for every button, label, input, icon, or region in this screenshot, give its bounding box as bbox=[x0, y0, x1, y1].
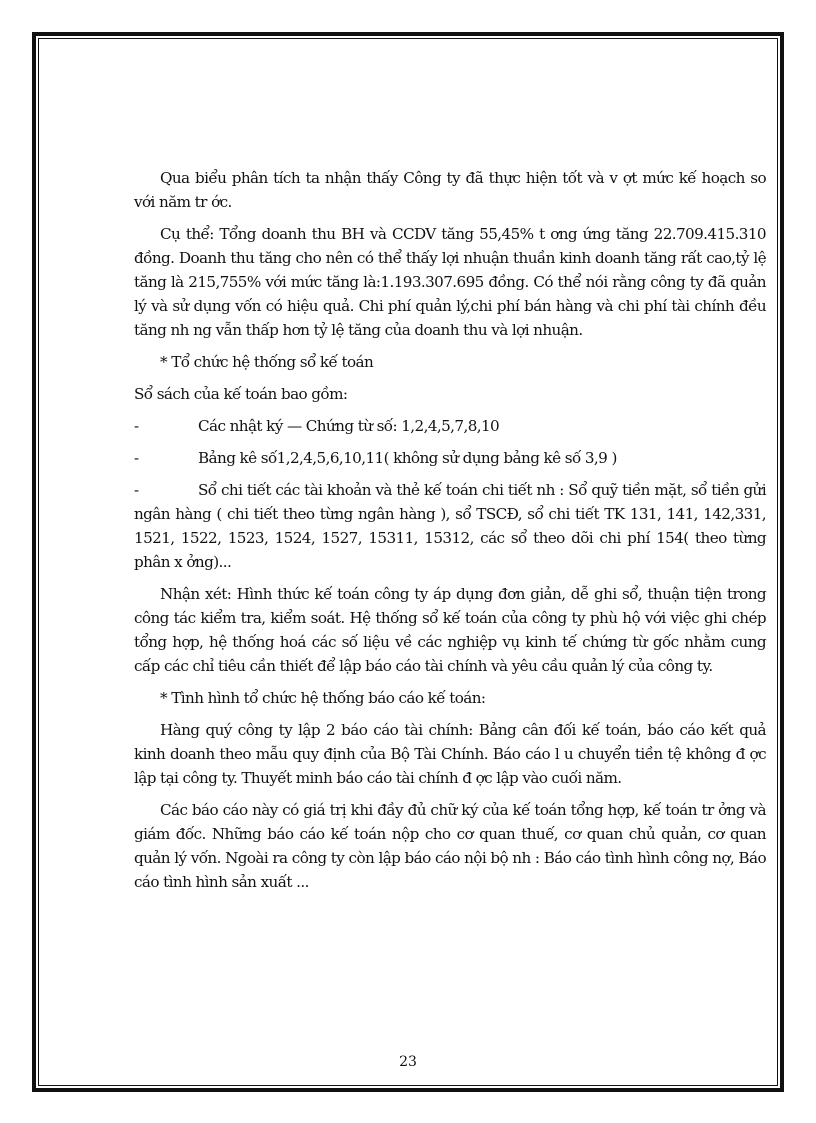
list-item-text: Bảng kê số1,2,4,5,6,10,11( không sử dụng bảng kê số 3,9 ) bbox=[198, 449, 617, 467]
list-item bbox=[134, 446, 766, 470]
list-dash: - bbox=[134, 481, 139, 499]
paragraph-summary: Qua biểu phân tích ta nhận thấy Công ty đã thực hiện tốt và v ợt mức kế hoạch so với năm tr ớc. bbox=[134, 169, 766, 211]
list-dash: - bbox=[134, 449, 139, 467]
paragraph-report-validity: Các báo cáo này có giá trị khi đầy đủ chữ ký của kế toán tổng hợp, kế toán tr ởng và giám đốc. Những báo cáo kế toán nộp cho cơ quan thuế, cơ quan chủ quản, cơ quan quản lý vốn. Ngoài ra công ty còn lập báo cáo nội bộ nh : Báo cáo tình hình công nợ, Báo cáo tình hình sản xuất ... bbox=[134, 801, 766, 891]
section-heading-ledger-system: * Tổ chức hệ thống sổ kế toán bbox=[160, 353, 374, 371]
list-item-text: Sổ chi tiết các tài khoản và thẻ kế toán chi tiết nh : Sổ quỹ tiền mặt, sổ tiền gửi ngân hàng ( chi tiết theo từng ngân hàng ), sổ TSCĐ, sổ chi tiết TK 131, 141, 142,331, 1521, 1522, 1523, 1524, 1527, 15311, 15312, các sổ theo dõi chi phí 154( theo từng phân x ởng)... bbox=[134, 481, 766, 571]
list-item-text: Các nhật ký — Chứng từ số: 1,2,4,5,7,8,10 bbox=[198, 417, 500, 435]
section-heading-reporting: * Tình hình tổ chức hệ thống báo cáo kế toán: bbox=[160, 689, 486, 707]
paragraph-books-intro: Sổ sách của kế toán bao gồm: bbox=[134, 385, 348, 403]
paragraph-details: Cụ thể: Tổng doanh thu BH và CCDV tăng 55,45% t ơng ứng tăng 22.709.415.310 đồng. Doanh thu tăng cho nên có thể thấy lợi nhuận thuần kinh doanh tăng rất cao,tỷ lệ tăng là 215,755% với mức tăng là:1.193.307.695 đồng. Có thể nói rằng công ty đã quản lý và sử dụng vốn có hiệu quả. Chi phí quản lý,chi phí bán hàng và chi phí tài chính đều tăng nh ng vẫn thấp hơn tỷ lệ tăng của doanh thu và lợi nhuận. bbox=[134, 225, 766, 339]
list-item bbox=[134, 478, 766, 574]
paragraph-quarterly-reports: Hàng quý công ty lập 2 báo cáo tài chính: Bảng cân đối kế toán, báo cáo kết quả kinh doanh theo mẫu quy định của Bộ Tài Chính. Báo cáo l u chuyển tiền tệ không đ ợc lập tại công ty. Thuyết minh báo cáo tài chính đ ợc lập vào cuối năm. bbox=[134, 721, 766, 787]
paragraph-remarks: Nhận xét: Hình thức kế toán công ty áp dụng đơn giản, dễ ghi sổ, thuận tiện trong công tác kiểm tra, kiểm soát. Hệ thống sổ kế toán của công ty phù hộ với việc ghi chép tổng hợp, hệ thống hoá các số liệu về các nghiệp vụ kinh tế chứng từ gốc nhằm cung cấp các chỉ tiêu cần thiết để lập báo cáo tài chính và yêu cầu quản lý của công ty. bbox=[134, 585, 766, 675]
list-dash: - bbox=[134, 417, 139, 435]
page-number: 23 bbox=[399, 1054, 417, 1070]
list-item bbox=[134, 414, 766, 438]
document-body bbox=[134, 166, 766, 902]
